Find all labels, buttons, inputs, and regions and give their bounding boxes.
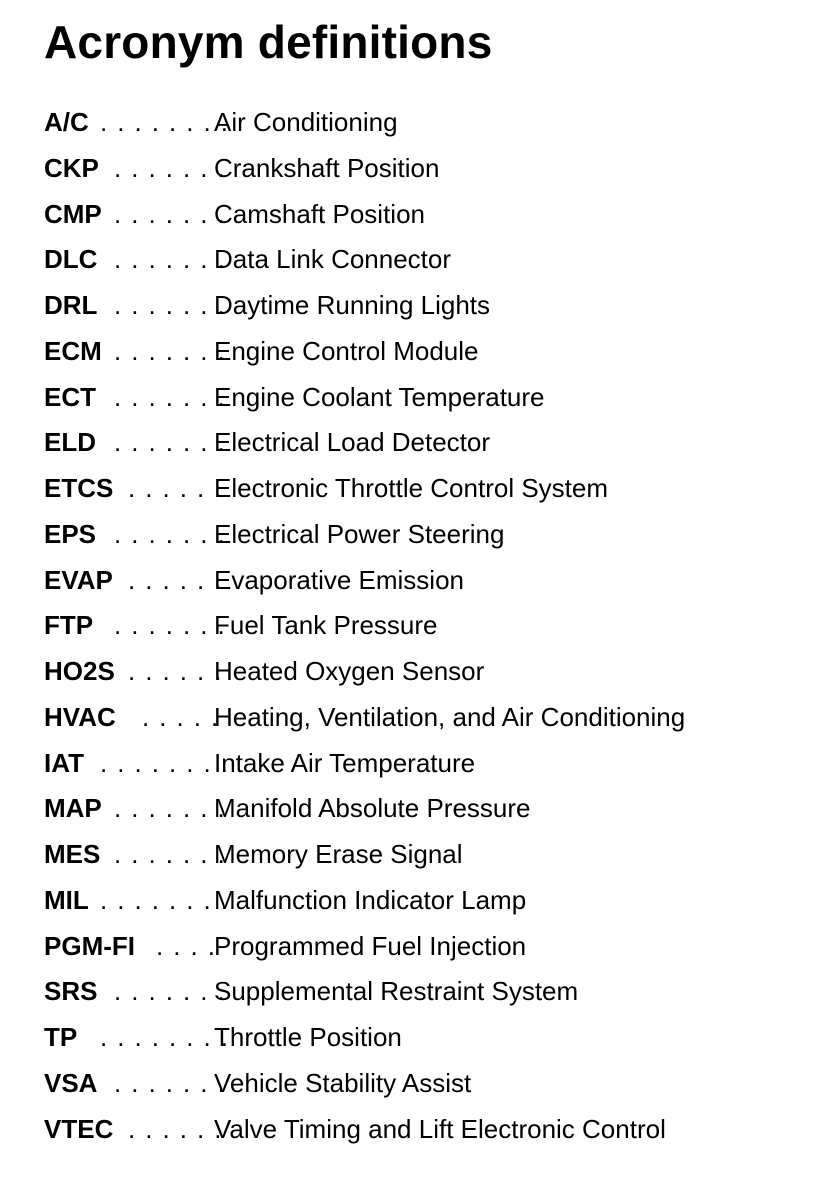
- acronym-definition: Electrical Power Steering: [214, 518, 505, 549]
- dot-leader: . . . . . . .: [114, 976, 227, 1007]
- dot-leader: . . . . . . . .: [100, 884, 230, 915]
- acronym-term: PGM-FI: [44, 930, 135, 961]
- acronym-entry: [44, 375, 764, 421]
- dot-leader: . . . . . .: [128, 1113, 223, 1144]
- acronym-definition: Intake Air Temperature: [214, 747, 476, 778]
- acronym-term: VTEC: [44, 1113, 114, 1144]
- dot-leader: . . . . . . .: [114, 152, 227, 183]
- dot-leader: . . . .: [156, 930, 217, 961]
- page-title: Acronym definitions: [44, 16, 493, 68]
- acronym-entry: [44, 649, 764, 695]
- acronym-term: ECT: [44, 381, 96, 412]
- acronym-definition: Engine Control Module: [214, 335, 479, 366]
- acronym-term: CMP: [44, 198, 102, 229]
- acronym-term: FTP: [44, 610, 94, 641]
- acronym-definition: Data Link Connector: [214, 244, 452, 275]
- dot-leader: . . . . . . .: [114, 198, 227, 229]
- dot-leader: . . . . . . .: [114, 1067, 227, 1098]
- dot-leader: . . . . . .: [128, 473, 223, 503]
- dot-leader: . . . . . . .: [114, 610, 227, 641]
- acronym-entry: [44, 329, 764, 375]
- dot-leader: . . . . . . .: [114, 518, 227, 549]
- acronym-entry: [44, 741, 764, 787]
- dot-leader: . . . . . . .: [114, 244, 227, 275]
- acronym-definition: Electrical Load Detector: [214, 427, 491, 458]
- acronym-definition: Malfunction Indicator Lamp: [214, 884, 527, 915]
- acronym-term: DLC: [44, 244, 98, 275]
- acronym-entry: [44, 192, 764, 238]
- acronym-term: TP: [44, 1022, 78, 1052]
- acronym-entry: [44, 146, 764, 192]
- acronym-definition: Valve Timing and Lift Electronic Control: [214, 1113, 666, 1144]
- acronym-definition: Electronic Throttle Control System: [214, 473, 608, 503]
- acronym-definition: Supplemental Restraint System: [214, 976, 579, 1007]
- acronym-definition: Camshaft Position: [214, 198, 425, 229]
- dot-leader: . . . . . . .: [114, 290, 227, 320]
- acronym-term: ECM: [44, 335, 102, 366]
- acronym-list: [44, 100, 764, 1152]
- acronym-entry: [44, 512, 764, 558]
- acronym-term: ELD: [44, 427, 96, 458]
- acronym-entry: [44, 1015, 764, 1061]
- acronym-entry: [44, 786, 764, 832]
- acronym-entry: [44, 695, 764, 741]
- dot-leader: . . . . . . . .: [100, 1022, 230, 1052]
- dot-leader: . . . . . . . .: [100, 747, 230, 778]
- acronym-definition: Heated Oxygen Sensor: [214, 656, 485, 686]
- dot-leader: . . . . . .: [128, 656, 223, 686]
- acronym-term: MAP: [44, 793, 102, 824]
- acronym-term: HVAC: [44, 701, 116, 732]
- dot-leader: . . . . . . .: [114, 793, 227, 824]
- acronym-entry: [44, 237, 764, 283]
- acronym-entry: [44, 100, 764, 146]
- acronym-entry: [44, 558, 764, 604]
- acronym-term: HO2S: [44, 656, 115, 686]
- acronym-definition: Crankshaft Position: [214, 152, 440, 183]
- acronym-definition: Heating, Ventilation, and Air Conditioning: [214, 701, 686, 732]
- acronym-entry: [44, 1061, 764, 1107]
- acronym-entry: [44, 420, 764, 466]
- acronym-definition: Manifold Absolute Pressure: [214, 793, 531, 824]
- acronym-term: VSA: [44, 1067, 98, 1098]
- acronym-term: IAT: [44, 747, 84, 778]
- acronym-entry: [44, 832, 764, 878]
- dot-leader: . . . . . . . .: [100, 107, 230, 137]
- acronym-entry: [44, 878, 764, 924]
- acronym-term: CKP: [44, 152, 99, 183]
- acronym-entry: [44, 1107, 764, 1153]
- acronym-definition: Throttle Position: [214, 1022, 402, 1052]
- acronym-definition: Programmed Fuel Injection: [214, 930, 527, 961]
- dot-leader: . . . . .: [142, 701, 220, 732]
- acronym-definition: Fuel Tank Pressure: [214, 610, 438, 641]
- acronym-definition: Air Conditioning: [214, 107, 398, 137]
- acronym-term: SRS: [44, 976, 98, 1007]
- acronym-term: MIL: [44, 884, 89, 915]
- acronym-definition: Engine Coolant Temperature: [214, 381, 545, 412]
- acronym-entry: [44, 283, 764, 329]
- acronym-term: EPS: [44, 518, 97, 549]
- acronym-term: A/C: [44, 107, 89, 137]
- acronym-definition: Vehicle Stability Assist: [214, 1067, 472, 1098]
- dot-leader: . . . . . . .: [114, 381, 227, 412]
- acronym-term: ETCS: [44, 473, 114, 503]
- acronym-definition: Memory Erase Signal: [214, 839, 463, 869]
- dot-leader: . . . . . . .: [114, 335, 227, 366]
- dot-leader: . . . . . . .: [114, 839, 227, 869]
- acronym-term: EVAP: [44, 564, 113, 595]
- acronym-entry: [44, 603, 764, 649]
- acronym-entry: [44, 466, 764, 512]
- dot-leader: . . . . . .: [128, 564, 223, 595]
- acronym-definition: Daytime Running Lights: [214, 290, 491, 320]
- acronym-term: MES: [44, 839, 101, 869]
- acronym-entry: [44, 969, 764, 1015]
- acronym-term: DRL: [44, 290, 98, 320]
- dot-leader: . . . . . . .: [114, 427, 227, 458]
- acronym-entry: [44, 924, 764, 970]
- acronym-definition: Evaporative Emission: [214, 564, 464, 595]
